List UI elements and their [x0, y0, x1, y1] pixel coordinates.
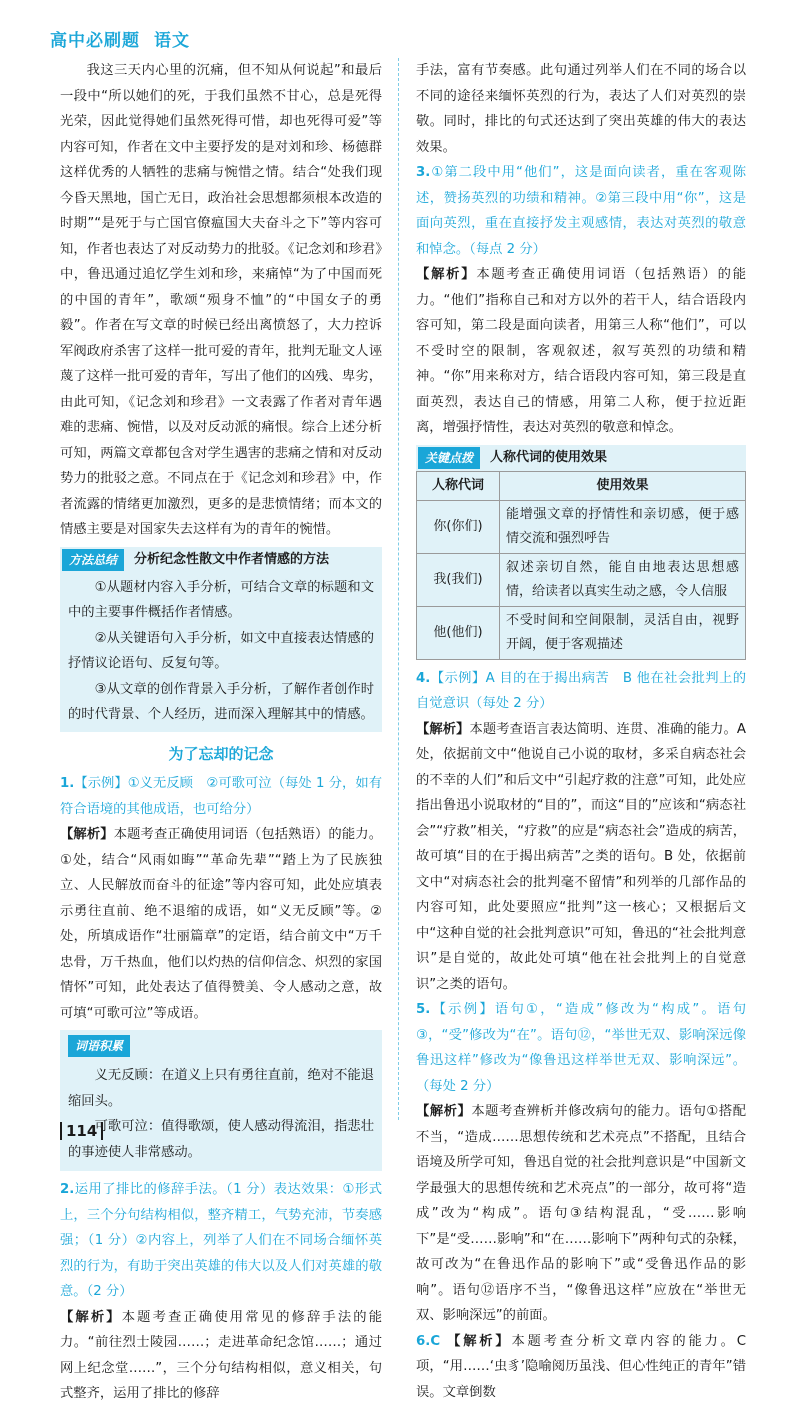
question-1-answer: 1.【示例】①义无反顾 ②可歌可泣（每处 1 分，如有符合语境的其他成语，也可给分）	[60, 776, 382, 817]
table-cell: 你(你们)	[417, 500, 500, 553]
method-badge: 方法总结	[62, 549, 124, 571]
intro-paragraph: 我这三天内心里的沉痛，但不知从何说起”和最后一段中“所以她们的死，于我们虽然不甘心，总是死得光荣，因此觉得她们虽然死得可惜，却也死得可爱”等内容可知，作者在文中主要抒发的是对刘和珍、杨德群这样优秀的人牺牲的悲痛与惋惜之情。结合“处我们现今昏天黑地，国亡无日，政治社会思想都须根本改造的时期”“是死于与亡国官僚瘟国大夫奋斗之下”等内容可知，作者也表达了对反动势力的批驳。《记念刘和珍君》中，鲁迅通过追忆学生刘和珍，来痛悼“为了中国而死的中国的青年”，歌颂“殒身不恤”的“中国女子的勇毅”。作者在写文章的时候已经出离愤怒了，大力控诉军阀政府杀害了这样一批可爱的青年，批判无耻文人诬蔑了这样一批可爱的青年，写出了他们的凶残、卑劣，由此可知，《记念刘和珍君》一文表露了作者对青年遇难的悲痛、惋惜，以及对反动派的痛恨。综合上述分析可知，两篇文章都包含对学生遇害的悲痛之情和对反动势力的批驳之意。不同点在于《记念刘和珍君》中，作者流露的情绪更加激烈，更多的是悲愤情绪；而本文的情感主要是对国家失去这样有为的青年的惋惜。	[60, 63, 382, 537]
column-divider	[398, 58, 399, 1120]
vocabulary-badge: 词语积累	[68, 1035, 130, 1057]
question-4-answer: 4.【示例】A 目的在于揭出病苦 B 他在社会批判上的自觉意识（每处 2 分）	[416, 670, 746, 711]
question-4-analysis: 【解析】本题考查语言表达简明、连贯、准确的能力。A 处，依据前文中“他说自己小说的取材，多采自病态社会的不幸的人们”和后文中“引起疗救的注意”可知，此处应指出鲁迅小说取材的“目的”，而这“目的”应该和“病态社会”“疗救”相关，“疗救”的应是“病态社会”造成的病苦，故可填“目的在于揭出病苦”之类的语句。B 处，依据前文中“对病态社会的批判毫不留情”和列举的几部作品的内容可知，此处要照应“批判”这一核心；又根据后文中“这种自觉的社会批判意识”可知，鲁迅的“社会批判意识”是自觉的，故此处可填“他在社会批判上的自觉意识”之类的语句。	[416, 721, 746, 992]
left-column	[60, 58, 382, 1407]
key-point-badge: 关键点拨	[418, 447, 480, 469]
table-cell: 不受时间和空间限制，灵活自由，视野开阔，便于客观描述	[500, 606, 746, 659]
table-row	[417, 500, 746, 553]
method-item: ③从文章的创作背景入手分析，了解作者创作时的时代背景、个人经历，进而深入理解其中的情感。	[68, 681, 374, 722]
method-summary-header	[60, 547, 382, 573]
method-item: ①从题材内容入手分析，可结合文章的标题和文中的主要事件概括作者情感。	[68, 579, 374, 620]
table-row	[417, 606, 746, 659]
question-2-analysis-cont: 手法，富有节奏感。此句通过列举人们在不同的场合以不同的途径来缅怀英烈的行为，表达了人们对英烈的崇敬。同时，排比的句式还达到了突出英雄的伟大的表达效果。	[416, 63, 746, 155]
method-item: ②从关键语句入手分析，如文中直接表达情感的抒情议论语句、反复句等。	[68, 630, 374, 671]
key-point-header	[416, 445, 746, 471]
table-cell: 叙述亲切自然，能自由地表达思想感情，给读者以真实生动之感，令人信服	[500, 553, 746, 606]
table-header-row	[417, 471, 746, 500]
vocabulary-box	[60, 1030, 382, 1171]
book-title: 高中必刷题	[50, 31, 140, 51]
pronoun-table	[416, 471, 746, 660]
method-title: 分析纪念性散文中作者情感的方法	[134, 551, 330, 567]
page-number: 114	[60, 1122, 103, 1140]
question-2-analysis: 【解析】本题考查正确使用常见的修辞手法的能力。“前往烈士陵园……；走进革命纪念馆……；通过网上纪念堂……”，三个分句结构相似，意义相关，句式整齐，运用了排比的修辞	[60, 1309, 383, 1401]
table-cell: 他(他们)	[417, 606, 500, 659]
question-3-answer: 3.①第二段中用“他们”，这是面向读者，重在客观陈述，赞扬英烈的功绩和精神。②第三段中用“你”，这是面向英烈，重在直接抒发主观感情，表达对英烈的敬意和悼念。（每点 2 分）	[416, 165, 746, 257]
question-1-analysis: 【解析】本题考查正确使用词语（包括熟语）的能力。①处，结合“风雨如晦”“革命先辈”“踏上为了民族独立、人民解放而奋斗的征途”等内容可知，此处应填表示勇往直前、绝不退缩的成语，如“义无反顾”等。②处，所填成语作“壮丽篇章”的定语，结合前文中“万千忠骨，万千热血，他们以灼热的信仰信念、炽烈的家国情怀”可知，此处表达了值得赞美、令人感动之意，故可填“可歌可泣”等成语。	[60, 827, 382, 1021]
table-cell: 能增强文章的抒情性和亲切感，便于感情交流和强烈呼告	[500, 500, 746, 553]
question-6-answer: 6.C 【解析】本题考查分析文章内容的能力。C 项，“用……‘虫豸’隐喻阅历虽浅、但心性纯正的青年”错误。文章倒数	[416, 1333, 746, 1400]
table-cell: 我(我们)	[417, 553, 500, 606]
section-title: 为了忘却的记念	[168, 744, 274, 763]
page-header	[50, 26, 190, 51]
subject-label: 语文	[154, 31, 190, 51]
question-2-answer: 2.运用了排比的修辞手法。（1 分）表达效果：①形式上，三个分句结构相似，整齐精工，气势充沛，节奏感强；（1 分）②内容上，列举了人们在不同场合缅怀英烈的行为，有助于突出英雄的伟大以及人们对英雄的敬意。（2 分）	[60, 1182, 382, 1299]
table-header: 人称代词	[417, 471, 500, 500]
vocabulary-item: 义无反顾：在道义上只有勇往直前，绝对不能退缩回头。	[68, 1068, 374, 1109]
right-column	[416, 58, 746, 1405]
table-row	[417, 553, 746, 606]
method-summary-box	[60, 573, 382, 732]
table-header: 使用效果	[500, 471, 746, 500]
question-5-answer: 5.【示例】语句①，“造成”修改为“构成”。语句③，“受”修改为“在”。语句⑫，“举世无双、影响深远像鲁迅这样”修改为“像鲁迅这样举世无双、影响深远”。（每处 2 分）	[416, 1002, 746, 1094]
key-point-title: 人称代词的使用效果	[490, 449, 608, 465]
question-5-analysis: 【解析】本题考查辨析并修改病句的能力。语句①搭配不当，“造成……思想传统和艺术亮点”不搭配，且结合语境及所学可知，鲁迅自觉的社会批判意识是“中国新文学最强大的思想传统和艺术亮点”的一部分，故可将“造成”改为“构成”。语句③结构混乱，“受……影响下”是“受……影响”和“在……影响下”两种句式的杂糅，故可改为“在鲁迅作品的影响下”或“受鲁迅作品的影响”。语句⑫语序不当，“像鲁迅这样”应放在“举世无双、影响深远”的前面。	[416, 1104, 747, 1323]
question-3-analysis: 【解析】本题考查正确使用词语（包括熟语）的能力。“他们”指称自己和对方以外的若干人，结合语段内容可知，第二段是面向读者，用第三人称“他们”，可以不受时空的限制，客观叙述，叙写英烈的功绩和精神。“你”用来称对方，结合语段内容可知，第三段是直面英烈，表达自己的情感，用第二人称，便于拉近距离，增强抒情性，表达对英烈的敬意和悼念。	[416, 267, 747, 435]
vocabulary-item: 可歌可泣：值得歌颂，使人感动得流泪，指悲壮的事迹使人非常感动。	[68, 1119, 374, 1160]
